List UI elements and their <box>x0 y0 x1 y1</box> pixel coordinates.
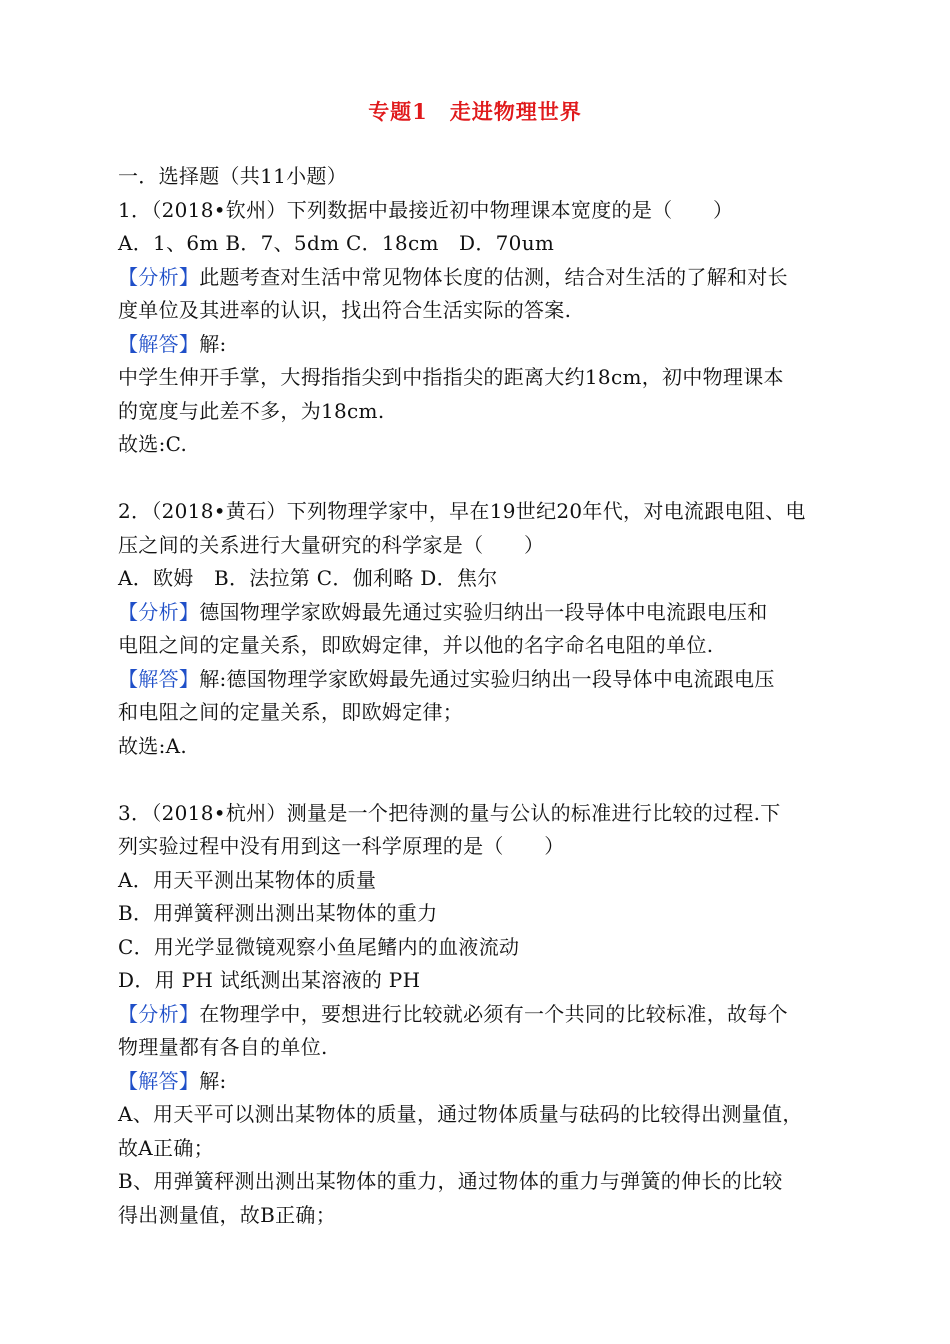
analysis-line <box>118 998 838 1032</box>
answer-tag: 【解答】 <box>118 666 200 691</box>
question-option-d: D．用 PH 试纸测出某溶液的 PH <box>118 968 421 992</box>
answer-line: A、用天平可以测出某物体的质量，通过物体质量与砝码的比较得出测量值， <box>118 1102 803 1126</box>
answer-tag: 【解答】 <box>118 1068 200 1093</box>
answer-text: 解: <box>199 331 227 356</box>
question-option-c: C．用光学显微镜观察小鱼尾鳍内的血液流动 <box>118 934 520 959</box>
question-options-line: A．1、6m B．7、5dm C．18cm D．70um <box>118 231 555 255</box>
document-body <box>118 160 838 1232</box>
question-stem-line: 压之间的关系进行大量研究的科学家是（ ） <box>118 532 545 557</box>
question-2 <box>118 495 838 763</box>
analysis-tag: 【分析】 <box>118 599 200 624</box>
answer-line: B、用弹簧秤测出测出某物体的重力，通过物体的重力与弹簧的伸长的比较 <box>118 1169 783 1193</box>
analysis-line: 电阻之间的定量关系，即欧姆定律，并以他的名字命名电阻的单位. <box>118 633 714 657</box>
analysis-line <box>118 261 838 295</box>
analysis-tag: 【分析】 <box>118 1001 200 1026</box>
answer-line: 故A正确； <box>118 1135 214 1160</box>
analysis-tag: 【分析】 <box>118 264 200 289</box>
answer-line <box>118 663 838 697</box>
analysis-line <box>118 596 838 630</box>
question-stem-line: 列实验过程中没有用到这一科学原理的是（ ） <box>118 834 565 858</box>
spacer <box>118 763 838 797</box>
answer-line: 的宽度与此差不多，为18cm. <box>118 398 385 423</box>
question-1 <box>118 194 838 462</box>
analysis-text: 在物理学中，要想进行比较就必须有一个共同的比较标准，故每个 <box>199 1001 788 1026</box>
choice-line: 故选:A. <box>118 733 188 758</box>
spacer <box>118 462 838 496</box>
answer-tag: 【解答】 <box>118 331 200 356</box>
answer-text: 解: <box>199 1068 227 1093</box>
answer-line <box>118 1065 838 1099</box>
question-stem-line: 3．（2018•杭州）测量是一个把待测的量与公认的标准进行比较的过程.下 <box>118 800 781 825</box>
answer-line <box>118 328 838 362</box>
analysis-text: 德国物理学家欧姆最先通过实验归纳出一段导体中电流跟电压和 <box>199 599 768 624</box>
analysis-line: 物理量都有各自的单位. <box>118 1035 328 1059</box>
answer-line: 和电阻之间的定量关系，即欧姆定律； <box>118 700 464 724</box>
section-heading: 一．选择题（共11小题） <box>118 164 348 188</box>
answer-line: 得出测量值，故B正确； <box>118 1202 336 1227</box>
question-option-b: B．用弹簧秤测出测出某物体的重力 <box>118 901 438 925</box>
answer-text: 解:德国物理学家欧姆最先通过实验归纳出一段导体中电流跟电压 <box>199 666 775 691</box>
question-3 <box>118 797 838 1233</box>
question-options-line: A．欧姆 B．法拉第 C．伽利略 D．焦尔 <box>118 566 498 590</box>
choice-line: 故选:C. <box>118 432 188 456</box>
analysis-text: 此题考查对生活中常见物体长度的估测，结合对生活的了解和对长 <box>199 264 788 289</box>
document-title: 专题1 走进物理世界 <box>368 99 582 124</box>
question-option-a: A．用天平测出某物体的质量 <box>118 867 377 892</box>
question-stem-line: 1．（2018•钦州）下列数据中最接近初中物理课本宽度的是（ ） <box>118 197 734 222</box>
answer-line: 中学生伸开手掌，大拇指指尖到中指指尖的距离大约18cm，初中物理课本 <box>118 365 784 389</box>
question-stem-line: 2．（2018•黄石）下列物理学家中，早在19世纪20年代，对电流跟电阻、电 <box>118 499 806 523</box>
analysis-line: 度单位及其进率的认识，找出符合生活实际的答案. <box>118 298 572 322</box>
